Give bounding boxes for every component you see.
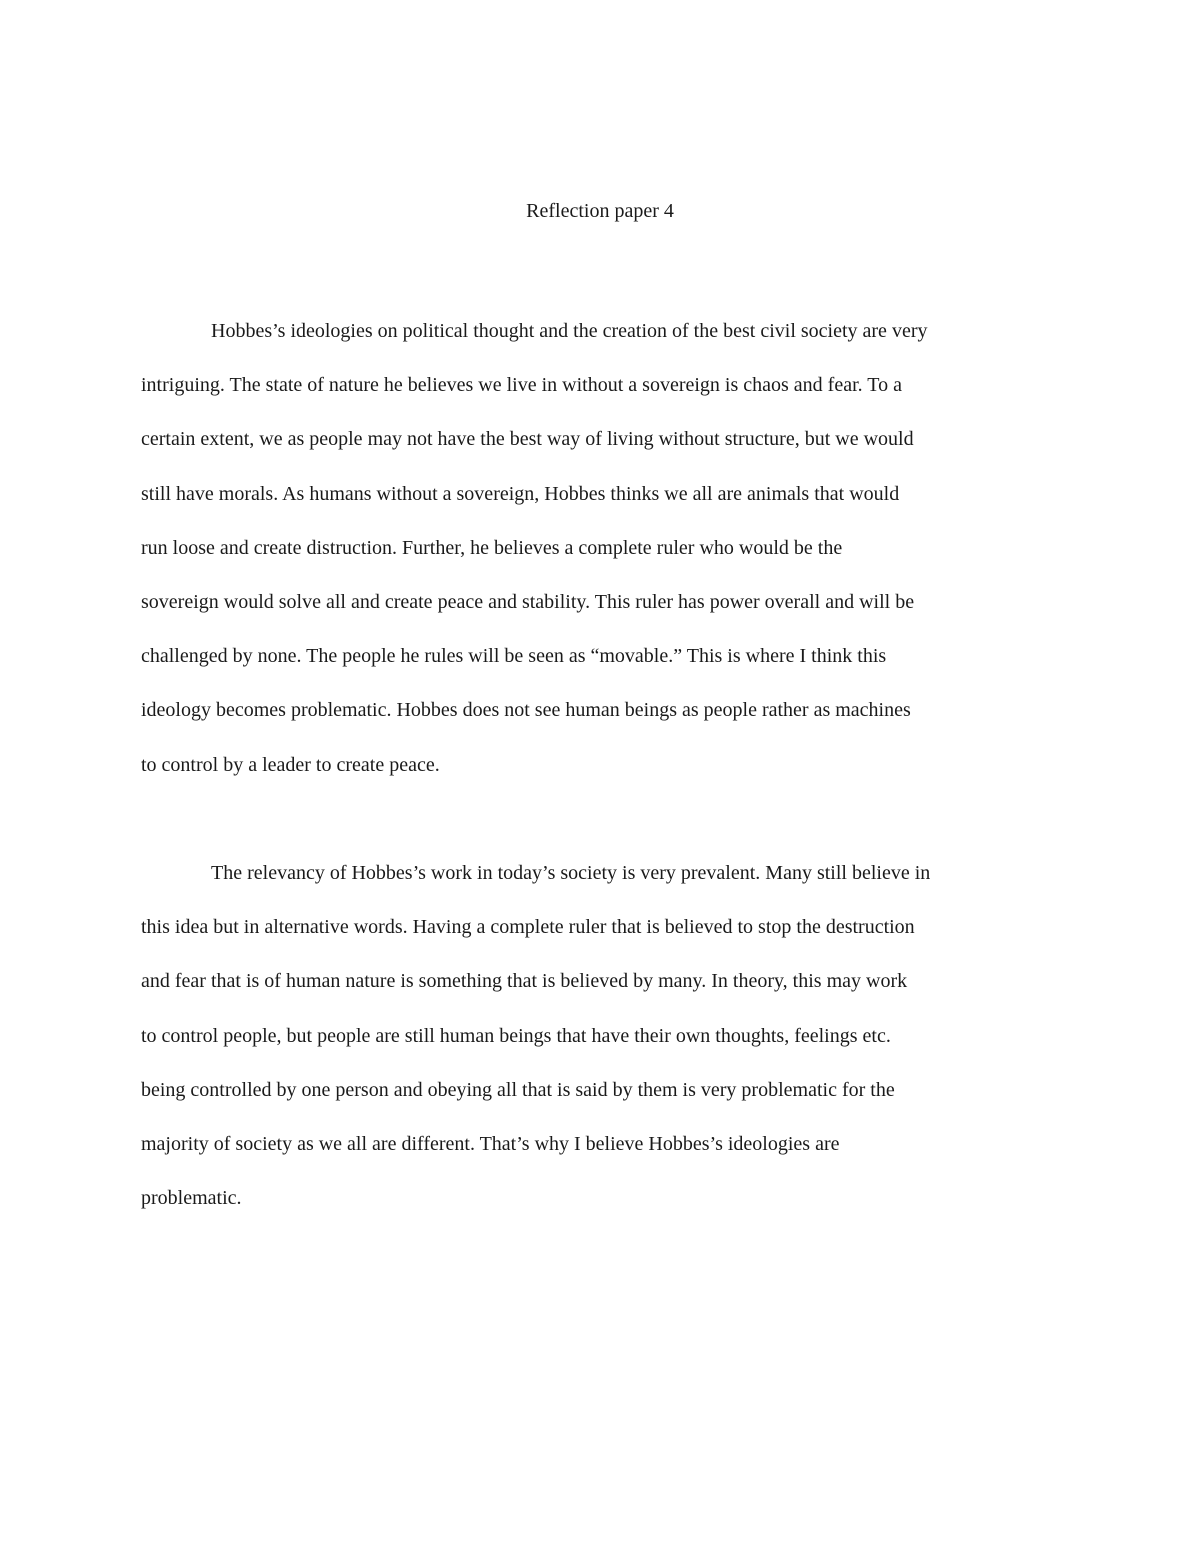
paragraph-line: being controlled by one person and obeying all that is said by them is very problematic for the xyxy=(141,1078,895,1101)
paragraph-line: problematic. xyxy=(141,1187,242,1210)
paragraph-line: intriguing. The state of nature he believes we live in without a sovereign is chaos and fear. To a xyxy=(141,374,902,397)
paragraph-line: certain extent, we as people may not have the best way of living without structure, but we would xyxy=(141,428,914,451)
paragraph-line: sovereign would solve all and create peace and stability. This ruler has power overall and will be xyxy=(141,590,915,613)
paragraph-line: this idea but in alternative words. Having a complete ruler that is believed to stop the destruction xyxy=(141,916,915,939)
paragraph-2 xyxy=(141,846,930,1225)
paragraph-line: Hobbes’s ideologies on political thought and the creation of the best civil society are very xyxy=(211,320,928,342)
paragraph-1 xyxy=(141,304,927,792)
paragraph-line: still have morals. As humans without a sovereign, Hobbes thinks we all are animals that would xyxy=(141,482,900,505)
paragraph-line: challenged by none. The people he rules will be seen as “movable.” This is where I think this xyxy=(141,645,887,668)
paragraph-line: ideology becomes problematic. Hobbes does not see human beings as people rather as machines xyxy=(141,699,911,722)
paragraph-line: majority of society as we all are different. That’s why I believe Hobbes’s ideologies are xyxy=(141,1132,840,1155)
paragraph-line: and fear that is of human nature is something that is believed by many. In theory, this may work xyxy=(141,970,908,993)
paragraph-line: The relevancy of Hobbes’s work in today’s society is very prevalent. Many still believe in xyxy=(211,862,931,884)
paragraph-line: to control people, but people are still human beings that have their own thoughts, feelings etc. xyxy=(141,1024,891,1047)
paragraph-line: run loose and create distruction. Further, he believes a complete ruler who would be the xyxy=(141,536,843,559)
page-title: Reflection paper 4 xyxy=(526,200,674,222)
paragraph-line: to control by a leader to create peace. xyxy=(141,753,440,776)
